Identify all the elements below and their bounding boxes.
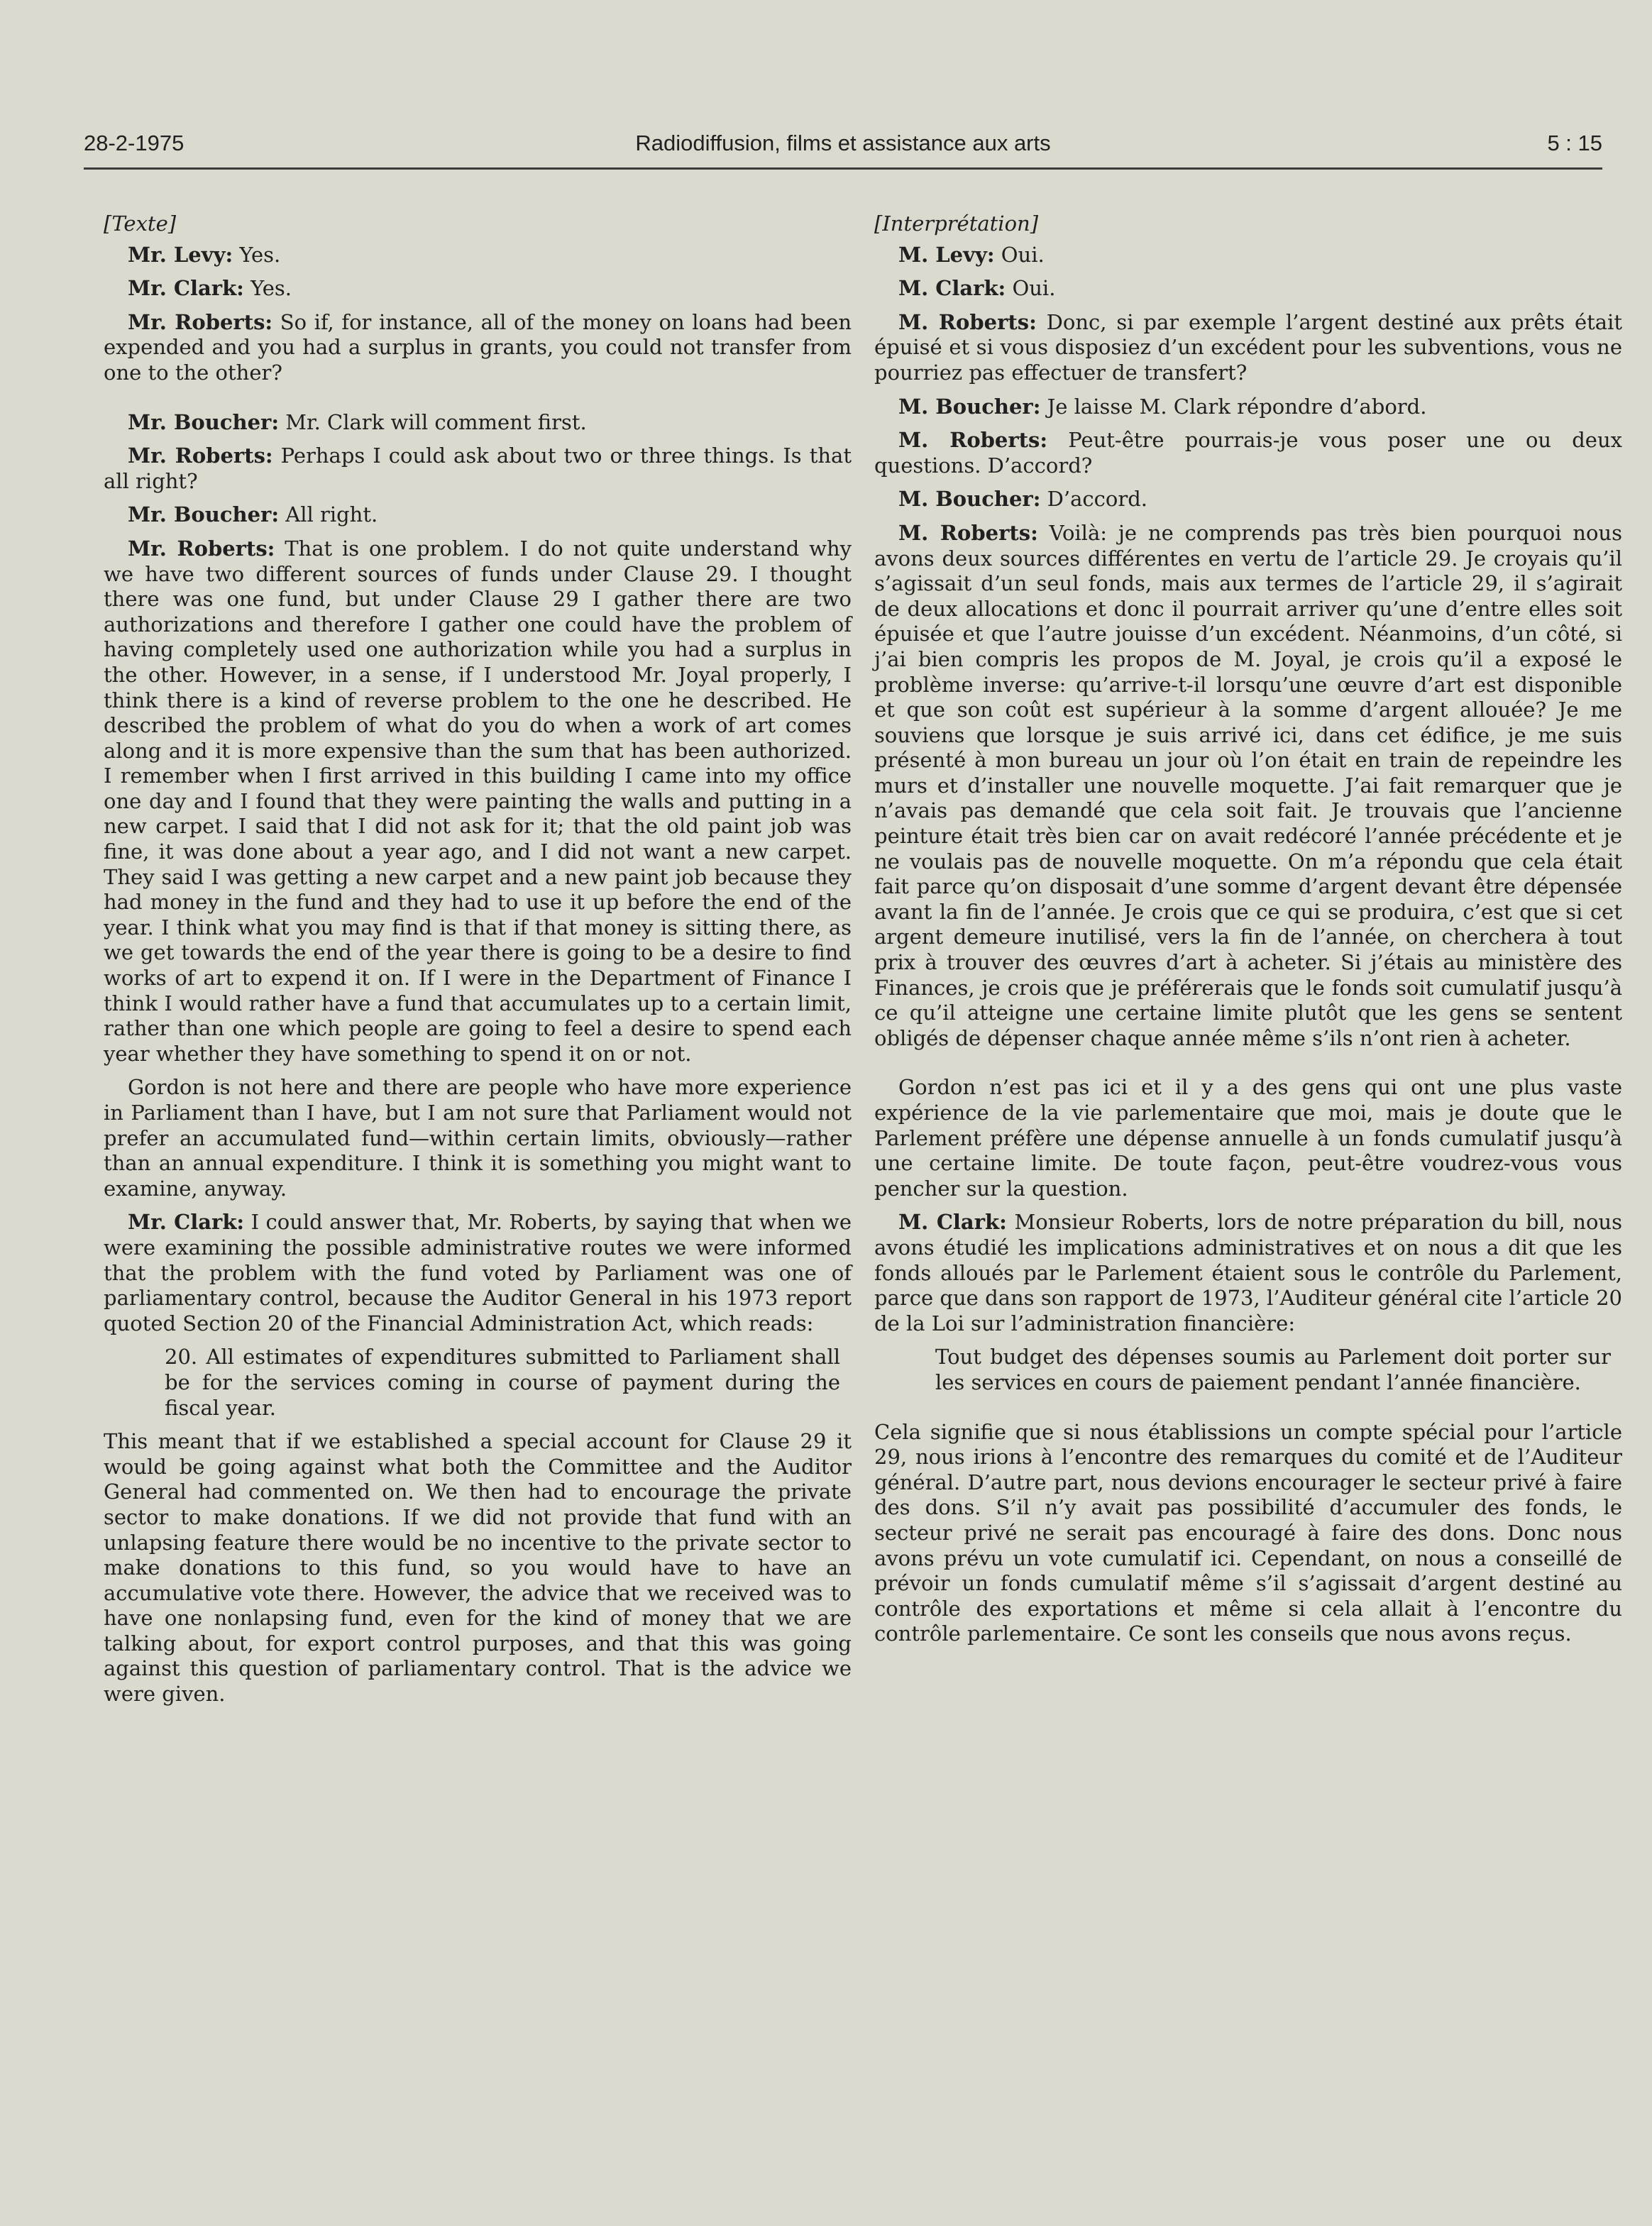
speech: Monsieur Roberts, lors de notre préparation du bill, nous avons étudié les implications administratives et on nous a dit que les fonds alloués par le Parlement étaient sous le contrôle du Parlement, parce que dans son rapport de 1973, l’Auditeur général cite l’article 20 de la Loi sur l’administration financière: [874, 1210, 1622, 1335]
paragraph: This meant that if we established a special account for Clause 29 it would be going against what both the Committee and the Auditor General had commented on. We then had to encourage the private sector to make donations. If we did not provide that fund with an unlapsing feature there would be no incentive to the private sector to make donations to this fund, so you would have to have an accumulative vote there. However, the advice that we received was to have one nonlapsing fund, even for the kind of money that we are talking about, for export control purposes, and that this was going against this question of parliamentary control. That is the advice we were given. [104, 1429, 852, 1707]
header-title: Radiodiffusion, films et assistance aux arts [635, 131, 1051, 155]
speech: Oui. [1006, 276, 1056, 301]
english-column [104, 211, 852, 1716]
header-date: 28-2-1975 [84, 131, 185, 155]
speech: Donc, si par exemple l’argent destiné aux prêts était épuisé et si vous disposiez d’un excédent pour les subventions, vous ne pourriez pas effectuer de transfert? [874, 309, 1622, 385]
speaker: Mr. Levy: [128, 242, 233, 267]
paragraph [874, 243, 1622, 268]
paragraph [104, 243, 852, 268]
speaker: Mr. Roberts: [128, 309, 273, 334]
speaker: Mr. Clark: [128, 276, 244, 301]
speaker: Mr. Clark: [128, 1210, 245, 1235]
paragraph [104, 410, 852, 436]
page-header [84, 128, 1602, 170]
speaker: M. Clark: [898, 1210, 1007, 1235]
paragraph [104, 276, 852, 302]
speech: Perhaps I could ask about two or three things. Is that all right? [104, 443, 852, 493]
speech: All right. [279, 502, 378, 527]
paragraph [104, 310, 852, 386]
statute-quote: 20. All estimates of expenditures submitted to Parliament shall be for the services coming in course of payment during the fiscal year. [165, 1345, 840, 1420]
speech: D’accord. [1040, 487, 1147, 512]
paragraph: Cela signifie que si nous établissions un compte spécial pour l’article 29, nous irions à l’encontre des remarques du comité et de l’Auditeur général. D’autre part, nous devions encourager le secteur privé à faire des dons. S’il n’y avait pas possibilité d’accumuler des fonds, le secteur privé ne serait pas encouragé à faire des dons. Donc nous avons prévu un vote cumulatif ici. Cependant, on nous a conseillé de prévoir un fonds cumulatif même s’il s’agissait d’argent destiné au contrôle des exportations et même si cela allait à l’encontre du contrôle parlementaire. Ce sont les conseils que nous avons reçus. [874, 1419, 1622, 1646]
section-label: [Texte] [104, 211, 177, 236]
statute-quote: Tout budget des dépenses soumis au Parlement doit porter sur les services en cours de paiement pendant l’année financière. [935, 1345, 1611, 1394]
speech: Peut-être pourrais-je vous poser une ou deux questions. D’accord? [874, 428, 1622, 478]
speech: I could answer that, Mr. Roberts, by saying that when we were examining the possible administrative routes we were informed that the problem with the fund voted by Parliament was one of parliamentary control, because the Auditor General in his 1973 report quoted Section 20 of the Financial Administration Act, which reads: [104, 1210, 852, 1335]
paragraph [874, 395, 1622, 420]
speaker: Mr. Boucher: [128, 409, 280, 434]
paragraph [874, 521, 1622, 1051]
french-column [874, 211, 1622, 1655]
paragraph [874, 310, 1622, 386]
paragraph [874, 276, 1622, 302]
speaker: M. Levy: [898, 242, 995, 267]
speech: Yes. [243, 276, 292, 301]
paragraph [874, 1210, 1622, 1336]
paragraph [874, 487, 1622, 512]
speech: Je laisse M. Clark répondre d’abord. [1040, 394, 1427, 419]
speech: Voilà: je ne comprends pas très bien pourquoi nous avons deux sources différentes en vertu de l’article 29. Je croyais qu’il s’agissait d’un seul fonds, mais aux termes de l’article 29, il s’agirait de deux allocations et donc il pourrait arriver qu’une d’entre elles soit épuisée et que l’autre jouisse d’un excédent. Néanmoins, d’un côté, si j’ai bien compris les propos de M. Joyal, je crois qu’il a exposé le problème inverse: qu’arrive-t-il lorsqu’une œuvre d’art est disponible et que son coût est supérieur à la somme d’argent allouée? Je me souviens que lorsque je suis arrivé ici, dans cet édifice, je me suis présenté à mon bureau un jour où l’on était en train de repeindre les murs et d’installer une nouvelle moquette. J’ai fait remarquer que je n’avais pas demandé que cela soit fait. Je trouvais que l’ancienne peinture était très bien car on avait redécoré l’année précédente et je ne voulais pas de nouvelle moquette. On m’a répondu que cela était fait parce qu’on disposait d’une somme d’argent devant être dépensée avant la fin de l’année. Je crois que ce qui se produira, c’est que si cet argent demeure inutilisé, vers la fin de l’année, on cherchera à tout prix à trouver des œuvres d’art à acheter. Si j’étais au ministère des Finances, je crois que je préférerais que le fonds soit cumulatif jusqu’à ce qu’il atteigne une certaine limite plutôt que les gens se sentent obligés de dépenser chaque année même s’ils n’ont rien à acheter. [874, 520, 1622, 1050]
speaker: M. Boucher: [898, 394, 1041, 419]
paragraph [104, 1210, 852, 1336]
speaker: Mr. Roberts: [128, 536, 275, 561]
speech: Yes. [233, 242, 281, 267]
paragraph [104, 443, 852, 494]
speaker: Mr. Boucher: [128, 502, 280, 527]
speaker: M. Roberts: [898, 428, 1048, 453]
speaker: M. Roberts: [898, 520, 1038, 545]
header-page-number: 5 : 15 [1547, 131, 1602, 155]
speaker: Mr. Roberts: [128, 443, 273, 468]
speech: So if, for instance, all of the money on loans had been expended and you had a surplus in grants, you could not transfer from one to the other? [104, 309, 852, 385]
speaker: M. Roberts: [898, 309, 1037, 334]
speaker: M. Clark: [898, 276, 1006, 301]
speaker: M. Boucher: [898, 487, 1041, 512]
section-label: [Interprétation] [874, 211, 1039, 236]
paragraph: Gordon n’est pas ici et il y a des gens qui ont une plus vaste expérience de la vie parlementaire que moi, mais je doute que le Parlement préfère une dépense annuelle à un fonds cumulatif jusqu’à une certaine limite. De toute façon, peut-être voudrez-vous vous pencher sur la question. [874, 1075, 1622, 1201]
speech: Oui. [994, 242, 1045, 267]
paragraph [104, 536, 852, 1067]
speech: That is one problem. I do not quite understand why we have two different sources of funds under Clause 29. I thought there was one fund, but under Clause 29 I gather there are two authorizations and therefore I gather one could have the problem of having completely used one authorization while you had a surplus in the other. However, in a sense, if I understood Mr. Joyal properly, I think there is a kind of reverse problem to the one he described. He described the problem of what do you do when a work of art comes along and it is more expensive than the sum that has been authorized. I remember when I first arrived in this building I came into my office one day and I found that they were painting the walls and putting in a new carpet. I said that I did not ask for it; that the old paint job was fine, it was done about a year ago, and I did not want a new carpet. They said I was getting a new carpet and a new paint job because they had money in the fund and they had to use it up before the end of the year. I think what you may find is that if that money is sitting there, as we get towards the end of the year there is going to be a desire to find works of art to expend it on. If I were in the Department of Finance I think I would rather have a fund that accumulates up to a certain limit, rather than one which people are going to feel a desire to spend each year whether they have something to spend it on or not. [104, 536, 852, 1066]
paragraph [874, 428, 1622, 478]
paragraph: Gordon is not here and there are people who have more experience in Parliament than I have, but I am not sure that Parliament would not prefer an accumulated fund—within certain limits, obviously—rather than an annual expenditure. I think it is something you might want to examine, anyway. [104, 1075, 852, 1201]
paragraph [104, 502, 852, 528]
speech: Mr. Clark will comment first. [279, 409, 587, 434]
